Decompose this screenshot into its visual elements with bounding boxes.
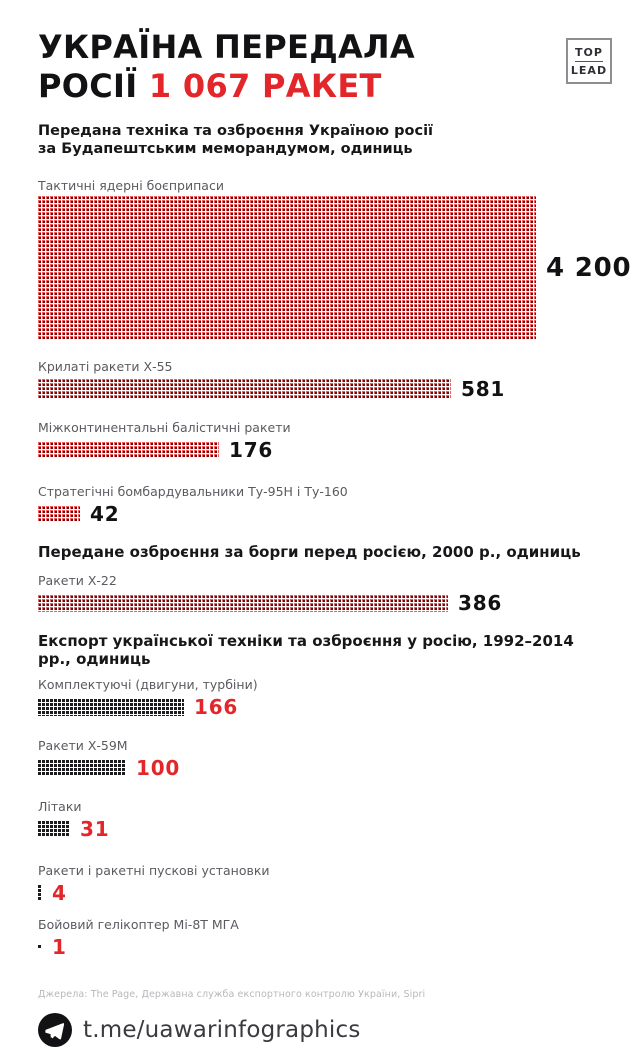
telegram-paper-plane-icon — [38, 1013, 72, 1047]
bar-value-x59m: 100 — [136, 756, 181, 780]
bar-value-tactical-nukes: 4 200 — [546, 253, 632, 283]
bar-row-helicopter — [38, 935, 610, 959]
bar-row-components — [38, 695, 610, 719]
section-heading-export: Експорт української техніки та озброєння у росію, 1992–2014 рр., одиниць — [38, 632, 574, 668]
top-lead-logo — [566, 38, 612, 84]
pictogram-bar-x55 — [38, 379, 451, 399]
bar-row-x59m — [38, 756, 610, 780]
bar-row-launchers — [38, 881, 610, 905]
telegram-link[interactable] — [38, 1013, 610, 1047]
bar-value-launchers: 4 — [52, 881, 67, 905]
bar-label-bombers: Стратегічні бомбардувальники Ту-95Н і Ту-160 — [38, 484, 348, 499]
bar-row-icbm — [38, 438, 610, 462]
chart-subtitle-line1: Передана техніка та озброєння Україною росії — [38, 123, 434, 139]
bar-label-x59m: Ракети Х-59М — [38, 738, 128, 753]
bar-value-components: 166 — [194, 695, 239, 719]
page-title — [38, 28, 610, 106]
bar-value-x22: 386 — [458, 591, 503, 615]
bar-label-tactical-nukes: Тактичні ядерні боєприпаси — [38, 178, 224, 193]
bar-label-x55: Крилаті ракети Х-55 — [38, 359, 173, 374]
bar-label-icbm: Міжконтинентальні балістичні ракети — [38, 420, 291, 435]
bar-label-x22: Ракети Х-22 — [38, 573, 117, 588]
pictogram-bar-icbm — [38, 442, 219, 458]
bar-value-helicopter: 1 — [52, 935, 67, 959]
pictogram-bar-x22 — [38, 595, 448, 612]
pictogram-bar-bombers — [38, 506, 80, 522]
pictogram-bar-components — [38, 699, 184, 716]
bar-label-launchers: Ракети і ракетні пускові установки — [38, 863, 270, 878]
chart-subtitle — [38, 122, 610, 158]
page-title-line1: УКРАЇНА ПЕРЕДАЛА — [38, 28, 416, 66]
bar-value-icbm: 176 — [229, 438, 274, 462]
section-heading-debts: Передане озброєння за борги перед росією, 2000 р., одиниць — [38, 543, 581, 561]
bar-row-x55 — [38, 377, 610, 401]
sources-note: Джерела: The Page, Державна служба експортного контролю України, Sipri — [38, 989, 426, 1000]
bar-row-bombers — [38, 502, 610, 526]
top-lead-logo-lead: LEAD — [570, 63, 608, 77]
pictogram-bar-aircraft — [38, 821, 70, 837]
bar-label-components: Комплектуючі (двигуни, турбіни) — [38, 677, 258, 692]
page-title-highlight: 1 067 РАКЕТ — [148, 67, 382, 105]
bar-label-helicopter: Бойовий гелікоптер Мі-8Т МГА — [38, 917, 239, 932]
bar-value-x55: 581 — [461, 377, 506, 401]
bar-row-aircraft — [38, 817, 610, 841]
pictogram-bar-tactical-nukes — [38, 196, 536, 340]
top-lead-logo-top: TOP — [575, 46, 603, 62]
chart-subtitle-line2: за Будапештським меморандумом, одиниць — [38, 141, 413, 157]
pictogram-bar-helicopter — [38, 945, 42, 949]
telegram-handle: t.me/uawarinfographics — [83, 1017, 361, 1043]
page-title-line2-prefix: РОСІЇ — [38, 67, 149, 105]
bar-row-x22 — [38, 591, 610, 615]
bar-value-bombers: 42 — [90, 502, 120, 526]
pictogram-bar-x59m — [38, 760, 126, 776]
bar-label-aircraft: Літаки — [38, 799, 82, 814]
bar-row-tactical-nukes — [38, 196, 632, 340]
bar-value-aircraft: 31 — [80, 817, 110, 841]
pictogram-bar-launchers — [38, 885, 42, 901]
